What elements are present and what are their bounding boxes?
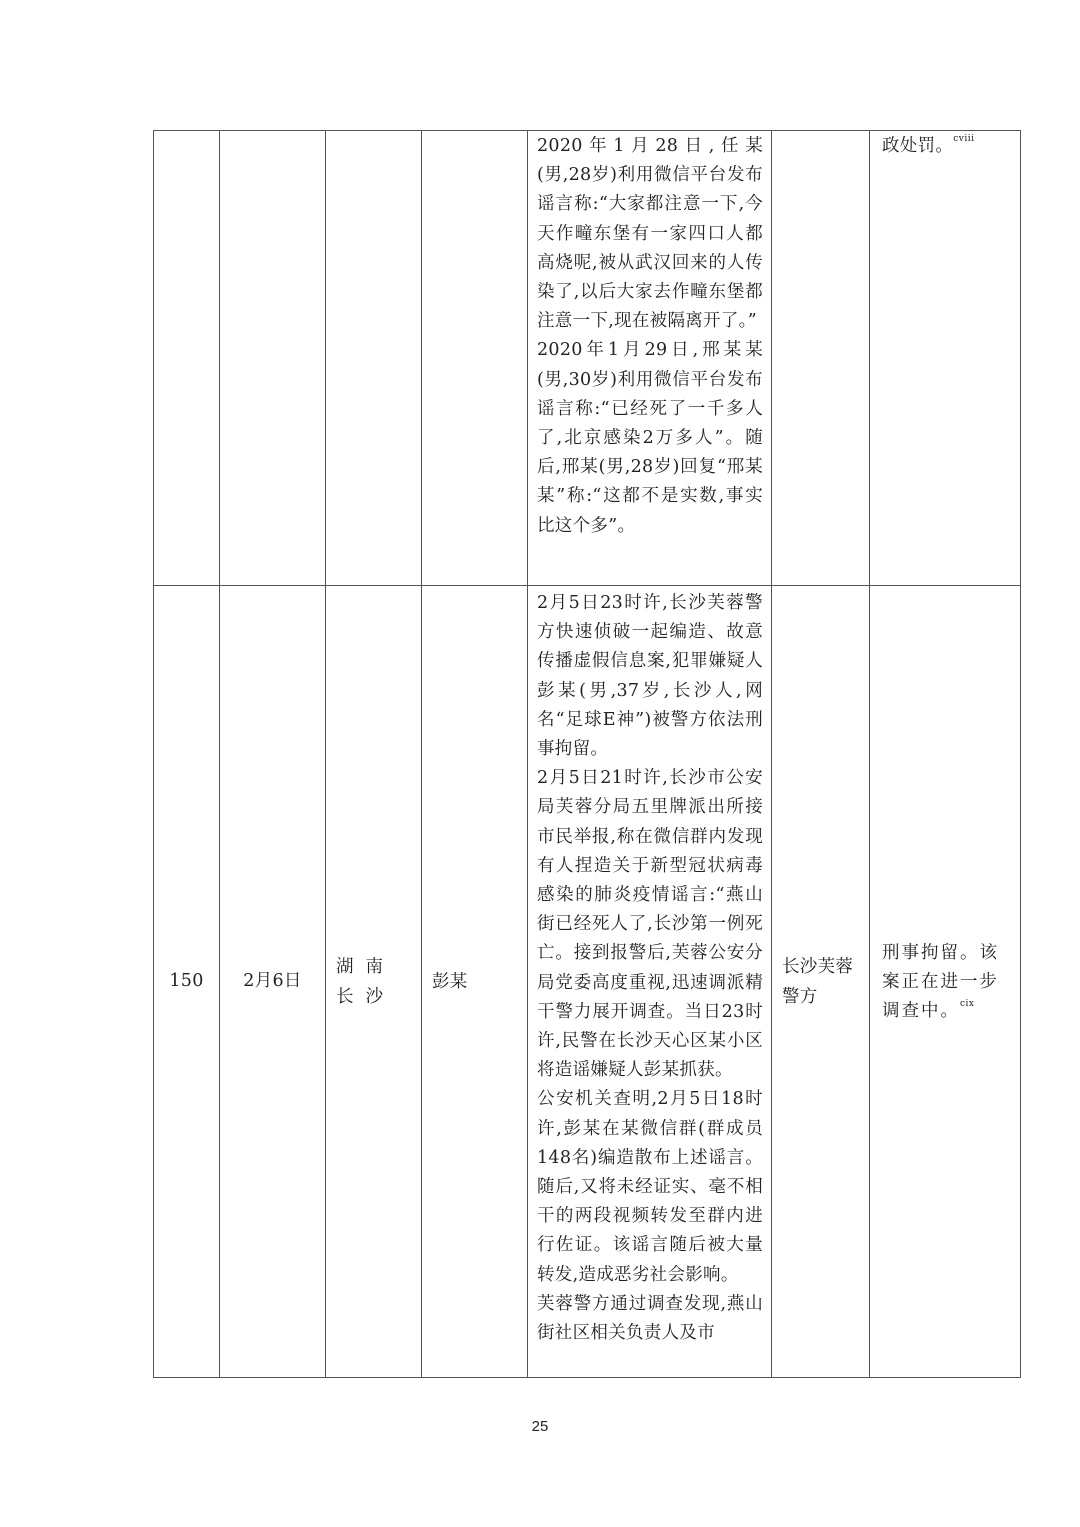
location-cell: 湖南长沙 bbox=[326, 586, 422, 1378]
table-row bbox=[154, 131, 1021, 586]
agency-cell bbox=[772, 131, 870, 586]
description-paragraph: 公安机关查明,2月5日18时许,彭某在某微信群(群成员148名)编造散布上述谣言。 随后,又将未经证实、毫不相干的两段视频转发至群内进行佐证。该谣言随后被大量转发,造成恶劣社会影响。 bbox=[537, 1089, 763, 1285]
description-paragraph: 2020年1月29日,邢某某(男,30岁)利用微信平台发布谣言称:“已经死了一千多人了,北京感染2万多人”。随后,邢某(男,28岁)回复“邢某某”称:“这都不是实数,事实比这个多”。 bbox=[537, 340, 763, 536]
result-text: 刑事拘留。该案正在进一步调查中。 bbox=[882, 942, 999, 1022]
table-row bbox=[154, 586, 1021, 1378]
description-paragraph: 2月5日23时许,长沙芙蓉警方快速侦破一起编造、故意传播虚假信息案,犯罪嫌疑人彭某(男,37岁,长沙人,网名“足球E神”)被警方依法刑事拘留。 bbox=[537, 593, 763, 760]
number-cell: 150 bbox=[154, 586, 220, 1378]
description-cell bbox=[528, 131, 772, 586]
date-cell bbox=[220, 131, 326, 586]
endnote-marker: cix bbox=[960, 999, 975, 1010]
number-cell bbox=[154, 131, 220, 586]
page-number: 25 bbox=[531, 1418, 549, 1435]
description-paragraph: 2月5日21时许,长沙市公安局芙蓉分局五里牌派出所接市民举报,称在微信群内发现有人捏造关于新型冠状病毒感染的肺炎疫情谣言:“燕山街已经死人了,长沙第一例死亡。接到报警后,芙蓉公安分局党委高度重视,迅速调派精干警力展开调查。当日23时许,民警在长沙天心区某小区将造谣嫌疑人彭某抓获。 bbox=[537, 768, 763, 1081]
result-cell bbox=[870, 586, 1021, 1378]
agency-cell: 长沙芙蓉警方 bbox=[772, 586, 870, 1378]
date-cell: 2月6日 bbox=[220, 586, 326, 1378]
description-paragraph: 芙蓉警方通过调查发现,燕山街社区相关负责人及市 bbox=[537, 1293, 763, 1344]
endnote-marker: cviii bbox=[953, 134, 975, 144]
description-paragraph: 2020年1月28日,任某(男,28岁)利用微信平台发布谣言称:“大家都注意一下,今天作疃东堡有一家四口人都高烧呢,被从武汉回来的人传染了,以后大家去作疃东堡都注意一下,现在被隔离开了。” bbox=[537, 136, 763, 332]
result-cell bbox=[870, 131, 1021, 586]
incident-table bbox=[153, 130, 1021, 1378]
person-cell bbox=[422, 131, 528, 586]
person-cell: 彭某 bbox=[422, 586, 528, 1378]
location-cell bbox=[326, 131, 422, 586]
result-text: 政处罚。 bbox=[882, 136, 954, 156]
description-cell bbox=[528, 586, 772, 1378]
